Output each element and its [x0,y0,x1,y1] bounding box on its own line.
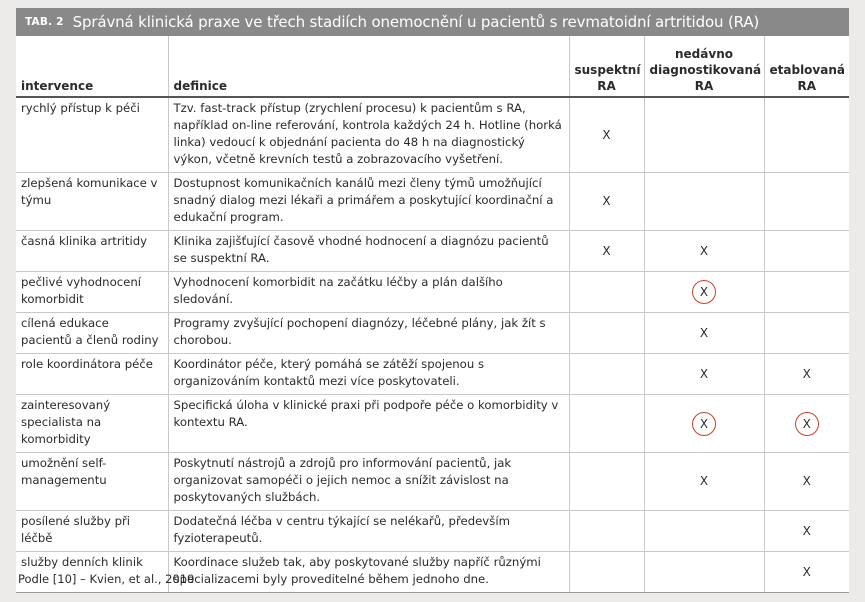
header-intervention: intervence [16,36,168,97]
header-suspected: suspektní RA [569,36,644,97]
cell-suspected [569,395,644,453]
cell-intervention: zainteresovaný specialista na komorbidity [16,395,168,453]
check-mark: X [699,243,709,258]
cell-established [764,272,849,313]
cell-suspected [569,173,644,231]
table-row [16,453,849,511]
cell-established [764,313,849,354]
cell-intervention: role koordinátora péče [16,354,168,395]
table-row [16,173,849,231]
cell-established [764,231,849,272]
circled-check-mark: X [795,412,819,436]
cell-established [764,395,849,453]
table-figure [16,8,849,593]
table-row [16,511,849,552]
table-label: TAB. 2 [25,16,64,28]
table-title: Správná klinická praxe ve třech stadiích onemocnění u pacientů s revmatoidní artritidou (RA) [72,13,760,31]
cell-intervention: rychlý přístup k péči [16,97,168,173]
cell-definition: Poskytnutí nástrojů a zdrojů pro informování pacientů, jak organizovat samopéči o jejich nemoc a snížit závislost na poskytovaných službách. [168,453,569,511]
check-mark: X [699,474,709,488]
table-row [16,395,849,453]
cell-intervention: zlepšená komunikace v týmu [16,173,168,231]
cell-definition: Koordinace služeb tak, aby poskytované služby napříč různými specializacemi byly proveditelné během jednoho dne. [168,552,569,593]
cell-recent [644,511,764,552]
cell-intervention: služby denních klinik [16,552,168,593]
circled-check-mark: X [692,412,716,436]
check-mark: X [802,474,811,488]
check-mark: X [699,325,709,340]
table-row [16,313,849,354]
practice-table [16,36,849,593]
cell-definition: Dostupnost komunikačních kanálů mezi členy týmů umožňující snadný dialog mezi lékaři a primářem a poskytující koordinační a edukační program. [168,173,569,231]
table-row [16,231,849,272]
cell-definition: Tzv. fast-track přístup (zrychlení procesu) k pacientům s RA, například on-line referování, kontrola každých 24 h. Hotline (horká linka) vedoucí k objednání pacienta do 48 h na diagnostický výkon, včetně krevních testů a zobrazovacího vyšetření. [168,97,569,173]
cell-recent [644,552,764,593]
cell-suspected [569,97,644,173]
cell-established [764,173,849,231]
cell-established [764,552,849,593]
cell-suspected [569,511,644,552]
cell-suspected [569,552,644,593]
cell-recent [644,272,764,313]
cell-recent [644,395,764,453]
cell-established [764,453,849,511]
circled-check-mark: X [692,280,716,304]
cell-suspected [569,313,644,354]
cell-recent [644,453,764,511]
cell-suspected [569,354,644,395]
check-mark: X [602,243,611,258]
cell-intervention: posílené služby při léčbě [16,511,168,552]
cell-intervention: časná klinika artritidy [16,231,168,272]
cell-definition: Programy zvyšující pochopení diagnózy, léčebné plány, jak žít s chorobou. [168,313,569,354]
cell-suspected [569,231,644,272]
check-mark: X [602,127,611,142]
table-title-bar [16,8,849,36]
cell-definition: Dodatečná léčba v centru týkající se nelékařů, především fyzioterapeutů. [168,511,569,552]
header-recent: nedávno diagnostikovaná RA [644,36,764,97]
cell-definition: Koordinátor péče, který pomáhá se zátěží spojenou s organizováním kontaktů mezi více poskytovateli. [168,354,569,395]
cell-established [764,354,849,395]
cell-intervention: pečlivé vyhodnocení komorbidit [16,272,168,313]
cell-intervention: cílená edukace pacientů a členů rodiny [16,313,168,354]
header-row [16,36,849,97]
cell-established [764,97,849,173]
cell-recent [644,313,764,354]
cell-established [764,511,849,552]
cell-suspected [569,453,644,511]
cell-definition: Vyhodnocení komorbidit na začátku léčby a plán dalšího sledování. [168,272,569,313]
cell-recent [644,173,764,231]
check-mark: X [802,366,811,381]
cell-recent [644,231,764,272]
table-row [16,272,849,313]
cell-definition: Klinika zajišťující časově vhodné hodnocení a diagnózu pacientů se suspektní RA. [168,231,569,272]
header-definition: definice [168,36,569,97]
cell-recent [644,97,764,173]
source-note: Podle [10] – Kvien, et al., 2019 [18,572,195,586]
table-row [16,97,849,173]
header-established: etablovaná RA [764,36,849,97]
cell-recent [644,354,764,395]
check-mark: X [602,194,611,208]
cell-suspected [569,272,644,313]
check-mark: X [802,564,811,579]
table-row [16,354,849,395]
check-mark: X [802,523,811,538]
check-mark: X [699,366,709,381]
table-body [16,97,849,593]
cell-intervention: umožnění self-managementu [16,453,168,511]
cell-definition: Specifická úloha v klinické praxi při podpoře péče o komorbidity v kontextu RA. [168,395,569,453]
